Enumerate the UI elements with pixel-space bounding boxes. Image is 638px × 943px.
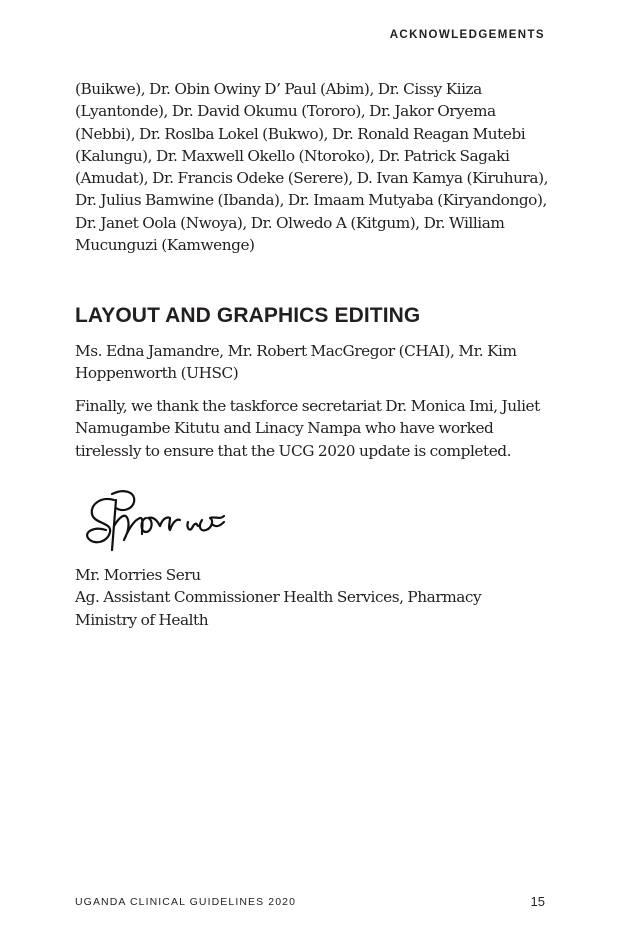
footer-publication: UGANDA CLINICAL GUIDELINES 2020	[75, 896, 297, 908]
signatory-title: Ag. Assistant Commissioner Health Services, Pharmacy	[75, 588, 482, 607]
page-number: 15	[530, 894, 545, 909]
section-heading: LAYOUT AND GRAPHICS EDITING	[75, 304, 421, 327]
running-head: ACKNOWLEDGEMENTS	[389, 29, 545, 41]
signatory-block	[75, 564, 555, 631]
signatory-name: Mr. Morries Seru	[75, 566, 201, 584]
signature-image	[84, 486, 264, 556]
signatory-organization: Ministry of Health	[75, 610, 209, 629]
thanks-paragraph: Finally, we thank the taskforce secretariat Dr. Monica Imi, Juliet Namugambe Kitutu and Linacy Nampa who have worked tirelessly to ensure that the UCG 2020 update is completed.	[75, 397, 540, 460]
names-paragraph: (Buikwe), Dr. Obin Owiny D’ Paul (Abim), Dr. Cissy Kiiza (Lyantonde), Dr. David Okumu (Tororo), Dr. Jakor Oryema (Nebbi), Dr. Roslba Lokel (Bukwo), Dr. Ronald Reagan Mutebi (Kalungu), Dr. Maxwell Okello (Ntoroko), Dr. Patrick Sagaki (Amudat), Dr. Francis Odeke (Serere), D. Ivan Kamya (Kiruhura), Dr. Julius Bamwine (Ibanda), Dr. Imaam Mutyaba (Kiryandongo), Dr. Janet Oola (Nwoya), Dr. Olwedo A (Kitgum), Dr. William Mucunguzi (Kamwenge)	[75, 80, 549, 255]
layout-credits-paragraph: Ms. Edna Jamandre, Mr. Robert MacGregor (CHAI), Mr. Kim Hoppenworth (UHSC)	[75, 342, 517, 383]
